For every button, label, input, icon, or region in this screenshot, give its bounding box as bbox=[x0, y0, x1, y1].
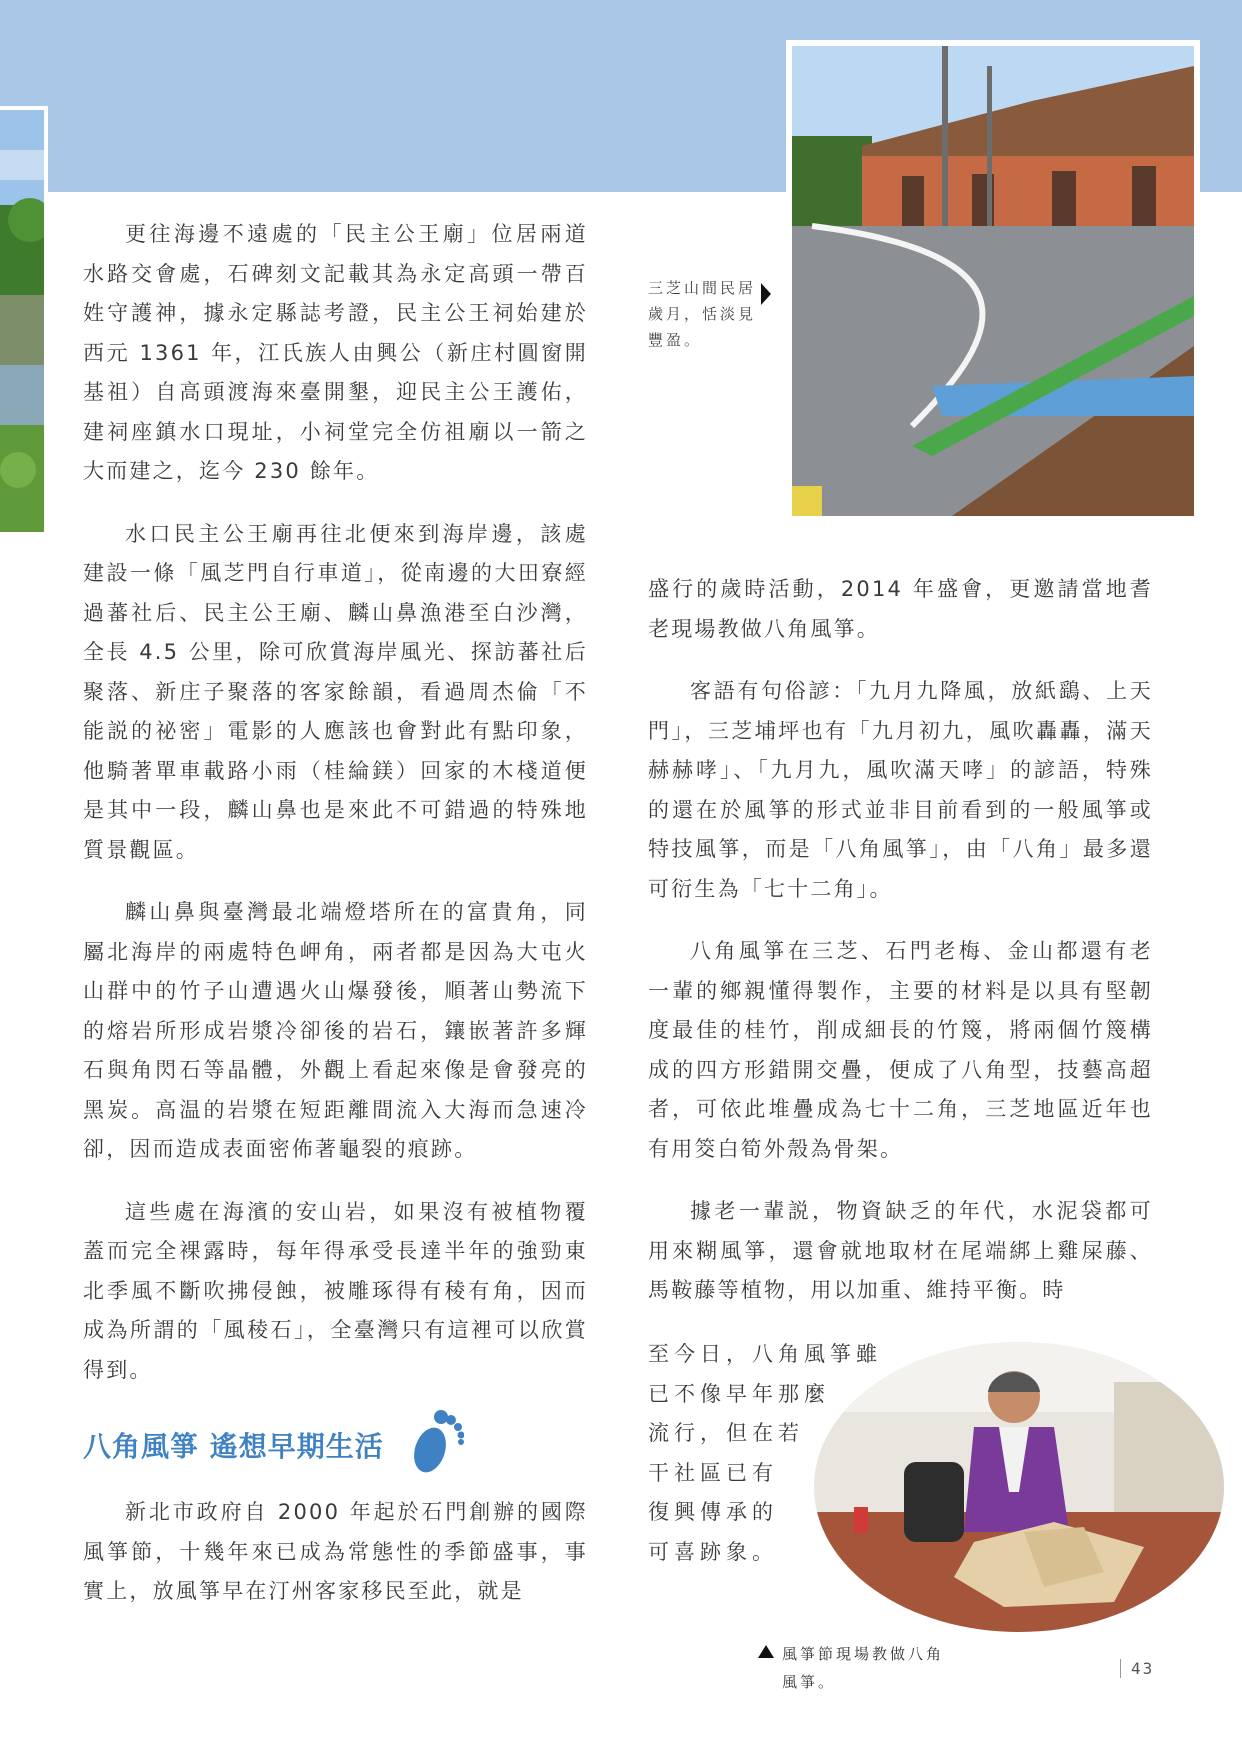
paragraph: 更往海邊不遠處的「民主公王廟」位居兩道水路交會處，石碑刻文記載其為永定高頭一帶百姓守護神，據永定縣誌考證，民主公王祠始建於西元 1361 年，江氏族人由興公（新庄村圓窗開基祖）自高頭渡海來臺開墾，迎民主公王護佑，建祠座鎮水口現址，小祠堂完全仿祖廟以一箭之大而建之，迄今 230 餘年。 bbox=[83, 222, 588, 483]
section-title: 八角風箏 遙想早期生活 bbox=[83, 1430, 384, 1463]
paragraph: 這些處在海濱的安山岩，如果沒有被植物覆蓋而完全裸露時，每年得承受長達半年的強勁東北季風不斷吹拂侵蝕，被雕琢得有稜有角，因而成為所謂的「風稜石」，全臺灣只有這裡可以欣賞得到。 bbox=[83, 1199, 588, 1382]
text-line: 至今日，八角風箏雖 bbox=[648, 1342, 882, 1366]
bottom-photo-caption bbox=[758, 1640, 944, 1696]
text-line: 干社區已有 bbox=[648, 1460, 778, 1485]
paragraph: 水口民主公王廟再往北便來到海岸邊，該處建設一條「風芝門自行車道」，從南邊的大田寮經過蕃社后、民主公王廟、麟山鼻漁港至白沙灣，全長 4.5 公里，除可欣賞海岸風光、探訪蕃社后聚落、新庄子聚落的客家餘韻，看過周杰倫「不能説的祕密」電影的人應該也會對此有點印象，他騎著單車載路小雨（桂綸鎂）回家的木棧道便是其中一段，麟山鼻也是來此不可錯過的特殊地質景觀區。 bbox=[83, 521, 588, 862]
text-line: 可喜跡象。 bbox=[648, 1539, 778, 1564]
wrapped-text-lines bbox=[648, 1335, 882, 1572]
paragraph: 客語有句俗諺：「九月九降風，放紙鷂、上天門」，三芝埔坪也有「九月初九，風吹轟轟，滿天赫赫哮」、「九月九，風吹滿天哮」的諺語，特殊的還在於風箏的形式並非目前看到的一般風箏或特技風箏，而是「八角風箏」，由「八角」最多還可衍生為「七十二角」。 bbox=[648, 679, 1153, 901]
text-line: 已不像早年那麼 bbox=[648, 1381, 830, 1406]
triangle-pointer-icon bbox=[758, 1645, 774, 1658]
kite-making-photo bbox=[814, 1342, 1224, 1632]
paragraph: 新北市政府自 2000 年起於石門創辦的國際風箏節，十幾年來已成為常態性的季節盛事，事實上，放風箏早在汀州客家移民至此，就是 bbox=[83, 1500, 588, 1603]
paragraph: 盛行的歲時活動，2014 年盛會，更邀請當地耆老現場教做八角風箏。 bbox=[648, 577, 1153, 641]
paragraph: 麟山鼻與臺灣最北端燈塔所在的富貴角，同屬北海岸的兩處特色岬角，兩者都是因為大屯火山群中的竹子山遭遇火山爆發後，順著山勢流下的熔岩所形成岩漿冷卻後的岩石，鑲嵌著許多輝石與角閃石等晶體，外觀上看起來像是會發亮的黑炭。高温的岩漿在短距離間流入大海而急速冷卻，因而造成表面密佈著龜裂的痕跡。 bbox=[83, 900, 588, 1161]
text-line: 流行，但在若 bbox=[648, 1421, 804, 1445]
text-line: 復興傳承的 bbox=[648, 1500, 778, 1524]
left-text-column bbox=[83, 215, 588, 1413]
page-number: 43 bbox=[1120, 1659, 1154, 1678]
footprint-icon bbox=[408, 1404, 464, 1478]
triangle-pointer-icon bbox=[761, 283, 771, 305]
right-text-column bbox=[648, 570, 1153, 1334]
paragraph: 據老一輩説，物資缺乏的年代，水泥袋都可用來糊風箏，還會就地取材在尾端綁上雞屎藤、馬鞍藤等植物，用以加重、維持平衡。時 bbox=[648, 1199, 1153, 1302]
caption-line: 風箏。 bbox=[782, 1673, 837, 1691]
village-house-photo bbox=[786, 40, 1200, 516]
paragraph: 八角風箏在三芝、石門老梅、金山都還有老一輩的鄉親懂得製作，主要的材料是以具有堅韌度最佳的桂竹，削成細長的竹篾，將兩個竹篾構成的四方形錯開交疊，便成了八角型，技藝高超者，可依此堆疊成為七十二角，三芝地區近年也有用筊白筍外殼為骨架。 bbox=[648, 939, 1153, 1161]
top-photo-caption: 三芝山間民居歲月，恬淡見豐盈。 bbox=[648, 279, 757, 349]
caption-line: 風箏節現場教做八角 bbox=[782, 1645, 945, 1663]
river-landscape-photo bbox=[0, 106, 48, 536]
section-text bbox=[83, 1493, 588, 1635]
